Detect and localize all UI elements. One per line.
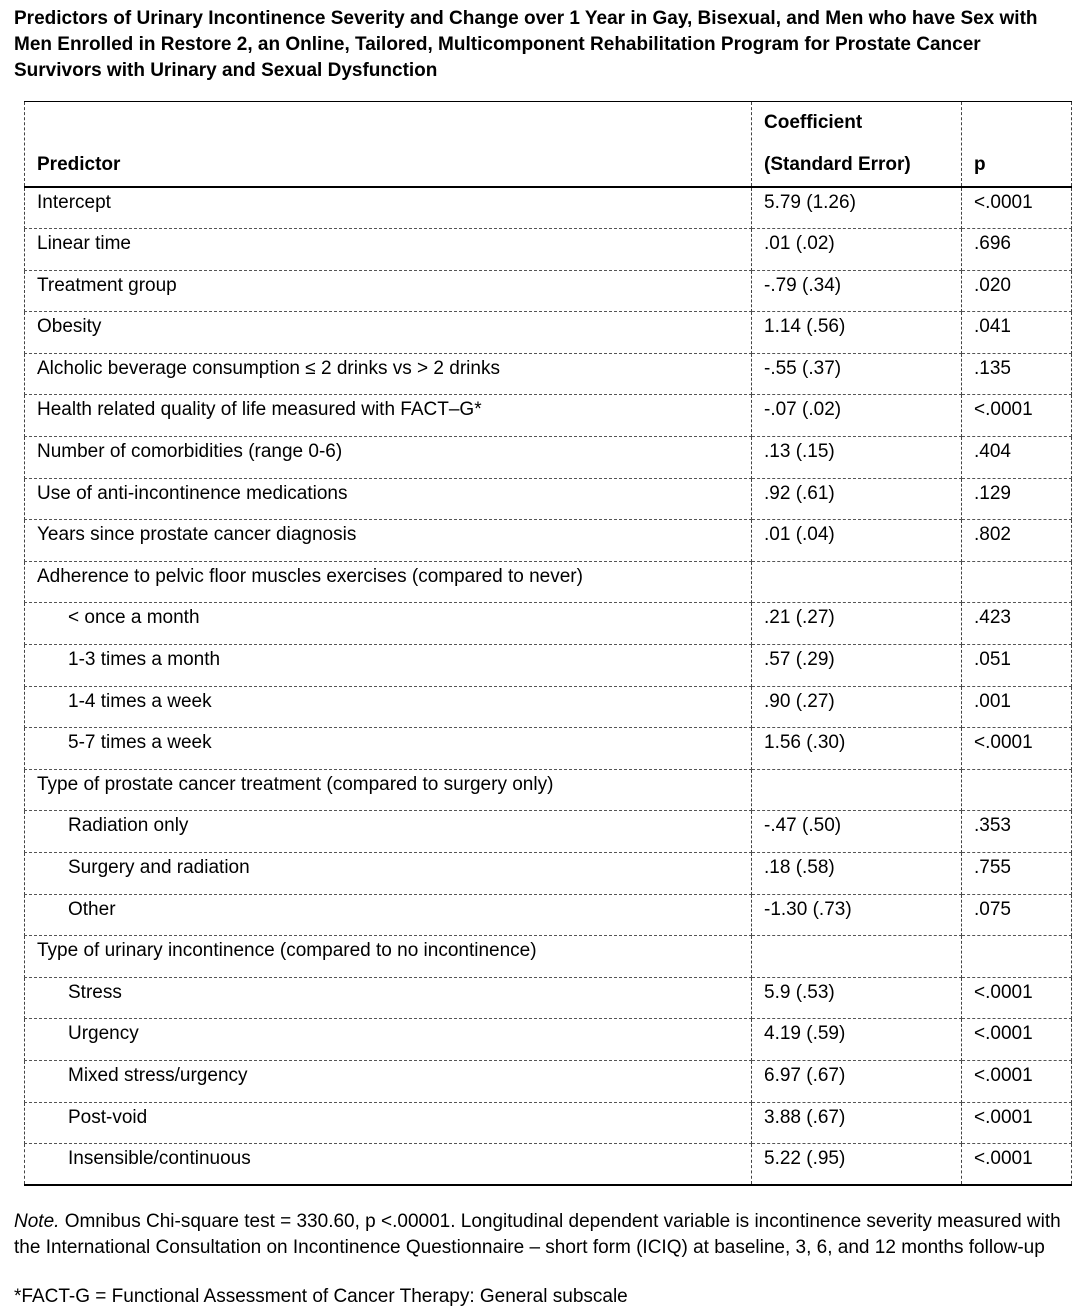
table-title: Predictors of Urinary Incontinence Severity and Change over 1 Year in Gay, Bisexual, and Men who have Sex with Men Enrolled in Restore 2, an Online, Tailored, Multicomponent Rehabilitation Program for Prostate Cancer Survivors with Urinary and Sexual Dysfunction <box>14 8 1038 81</box>
table-row <box>25 187 1072 229</box>
cell-p-value <box>962 561 1072 603</box>
cell-predictor: Type of urinary incontinence (compared to no incontinence) <box>25 936 752 978</box>
table-row <box>25 769 1072 811</box>
cell-predictor: Intercept <box>25 187 752 229</box>
cell-p-value: .404 <box>962 437 1072 479</box>
table-row <box>25 437 1072 479</box>
note-label: Note. <box>14 1211 60 1232</box>
cell-coefficient: .01 (.02) <box>752 229 962 271</box>
note-text: Omnibus Chi-square test = 330.60, p <.00001. Longitudinal dependent variable is incontinence severity measured with the International Consultation on Incontinence Questionnaire – short form (ICIQ) at baseline, 3, 6, and 12 months follow-up <box>14 1211 1061 1258</box>
cell-predictor: Mixed stress/urgency <box>25 1060 752 1102</box>
cell-p-value: .696 <box>962 229 1072 271</box>
table-row <box>25 936 1072 978</box>
cell-p-value: .051 <box>962 645 1072 687</box>
cell-predictor: Use of anti-incontinence medications <box>25 478 752 520</box>
cell-coefficient <box>752 769 962 811</box>
table-row <box>25 312 1072 354</box>
cell-coefficient: .57 (.29) <box>752 645 962 687</box>
cell-coefficient: -.07 (.02) <box>752 395 962 437</box>
table-row <box>25 520 1072 562</box>
cell-p-value: <.0001 <box>962 977 1072 1019</box>
cell-predictor: Treatment group <box>25 270 752 312</box>
cell-coefficient: 5.9 (.53) <box>752 977 962 1019</box>
cell-coefficient: 1.14 (.56) <box>752 312 962 354</box>
cell-coefficient: -1.30 (.73) <box>752 894 962 936</box>
cell-predictor: Obesity <box>25 312 752 354</box>
table-row <box>25 1060 1072 1102</box>
cell-predictor: Years since prostate cancer diagnosis <box>25 520 752 562</box>
table-row <box>25 645 1072 687</box>
table-footnote: *FACT-G = Functional Assessment of Cancer Therapy: General subscale <box>14 1286 628 1307</box>
cell-p-value: <.0001 <box>962 1060 1072 1102</box>
cell-coefficient <box>752 936 962 978</box>
table-row <box>25 395 1072 437</box>
cell-p-value: .755 <box>962 853 1072 895</box>
cell-coefficient: .90 (.27) <box>752 686 962 728</box>
cell-coefficient: -.47 (.50) <box>752 811 962 853</box>
cell-p-value: .020 <box>962 270 1072 312</box>
table-row <box>25 686 1072 728</box>
table-header-row <box>25 102 1072 188</box>
cell-coefficient: 4.19 (.59) <box>752 1019 962 1061</box>
table-row <box>25 1102 1072 1144</box>
table-row <box>25 603 1072 645</box>
header-coefficient-line1: Coefficient <box>764 112 863 133</box>
table-row <box>25 1019 1072 1061</box>
cell-coefficient: 1.56 (.30) <box>752 728 962 770</box>
cell-predictor: Adherence to pelvic floor muscles exercises (compared to never) <box>25 561 752 603</box>
cell-p-value: .802 <box>962 520 1072 562</box>
table-row <box>25 229 1072 271</box>
table-row <box>25 853 1072 895</box>
cell-p-value <box>962 769 1072 811</box>
table-row <box>25 811 1072 853</box>
cell-predictor: Stress <box>25 977 752 1019</box>
cell-predictor: < once a month <box>25 603 752 645</box>
cell-coefficient: 5.79 (1.26) <box>752 187 962 229</box>
header-coefficient <box>752 102 962 188</box>
cell-p-value: .075 <box>962 894 1072 936</box>
cell-predictor: Insensible/continuous <box>25 1144 752 1186</box>
cell-p-value: <.0001 <box>962 1144 1072 1186</box>
cell-predictor: Urgency <box>25 1019 752 1061</box>
cell-coefficient <box>752 561 962 603</box>
cell-p-value: .353 <box>962 811 1072 853</box>
cell-p-value: <.0001 <box>962 1019 1072 1061</box>
cell-predictor: Type of prostate cancer treatment (compared to surgery only) <box>25 769 752 811</box>
header-predictor: Predictor <box>25 102 752 188</box>
table-row <box>25 894 1072 936</box>
cell-p-value: <.0001 <box>962 395 1072 437</box>
cell-predictor: Number of comorbidities (range 0-6) <box>25 437 752 479</box>
cell-predictor: Surgery and radiation <box>25 853 752 895</box>
cell-coefficient: -.79 (.34) <box>752 270 962 312</box>
cell-coefficient: -.55 (.37) <box>752 353 962 395</box>
cell-predictor: Health related quality of life measured with FACT–G* <box>25 395 752 437</box>
cell-coefficient: .01 (.04) <box>752 520 962 562</box>
cell-p-value: .129 <box>962 478 1072 520</box>
cell-coefficient: 6.97 (.67) <box>752 1060 962 1102</box>
table-row <box>25 977 1072 1019</box>
cell-predictor: Alcholic beverage consumption ≤ 2 drinks vs > 2 drinks <box>25 353 752 395</box>
cell-p-value: .135 <box>962 353 1072 395</box>
cell-predictor: 1-3 times a month <box>25 645 752 687</box>
cell-predictor: Radiation only <box>25 811 752 853</box>
table-note <box>14 1209 1064 1261</box>
cell-predictor: 1-4 times a week <box>25 686 752 728</box>
table-row <box>25 478 1072 520</box>
cell-p-value: <.0001 <box>962 187 1072 229</box>
cell-predictor: Post-void <box>25 1102 752 1144</box>
table-row <box>25 270 1072 312</box>
table-row <box>25 728 1072 770</box>
table-row <box>25 353 1072 395</box>
header-p: p <box>962 102 1072 188</box>
cell-p-value: <.0001 <box>962 728 1072 770</box>
cell-predictor: Linear time <box>25 229 752 271</box>
cell-predictor: 5-7 times a week <box>25 728 752 770</box>
predictors-table <box>24 101 1072 1186</box>
header-coefficient-line2: (Standard Error) <box>764 154 911 175</box>
cell-p-value <box>962 936 1072 978</box>
table-row <box>25 561 1072 603</box>
cell-p-value: <.0001 <box>962 1102 1072 1144</box>
cell-p-value: .423 <box>962 603 1072 645</box>
table-row <box>25 1144 1072 1186</box>
cell-coefficient: .92 (.61) <box>752 478 962 520</box>
cell-coefficient: 5.22 (.95) <box>752 1144 962 1186</box>
cell-coefficient: .13 (.15) <box>752 437 962 479</box>
cell-p-value: .001 <box>962 686 1072 728</box>
cell-coefficient: .18 (.58) <box>752 853 962 895</box>
cell-p-value: .041 <box>962 312 1072 354</box>
cell-predictor: Other <box>25 894 752 936</box>
cell-coefficient: 3.88 (.67) <box>752 1102 962 1144</box>
cell-coefficient: .21 (.27) <box>752 603 962 645</box>
table-body <box>25 187 1072 1185</box>
